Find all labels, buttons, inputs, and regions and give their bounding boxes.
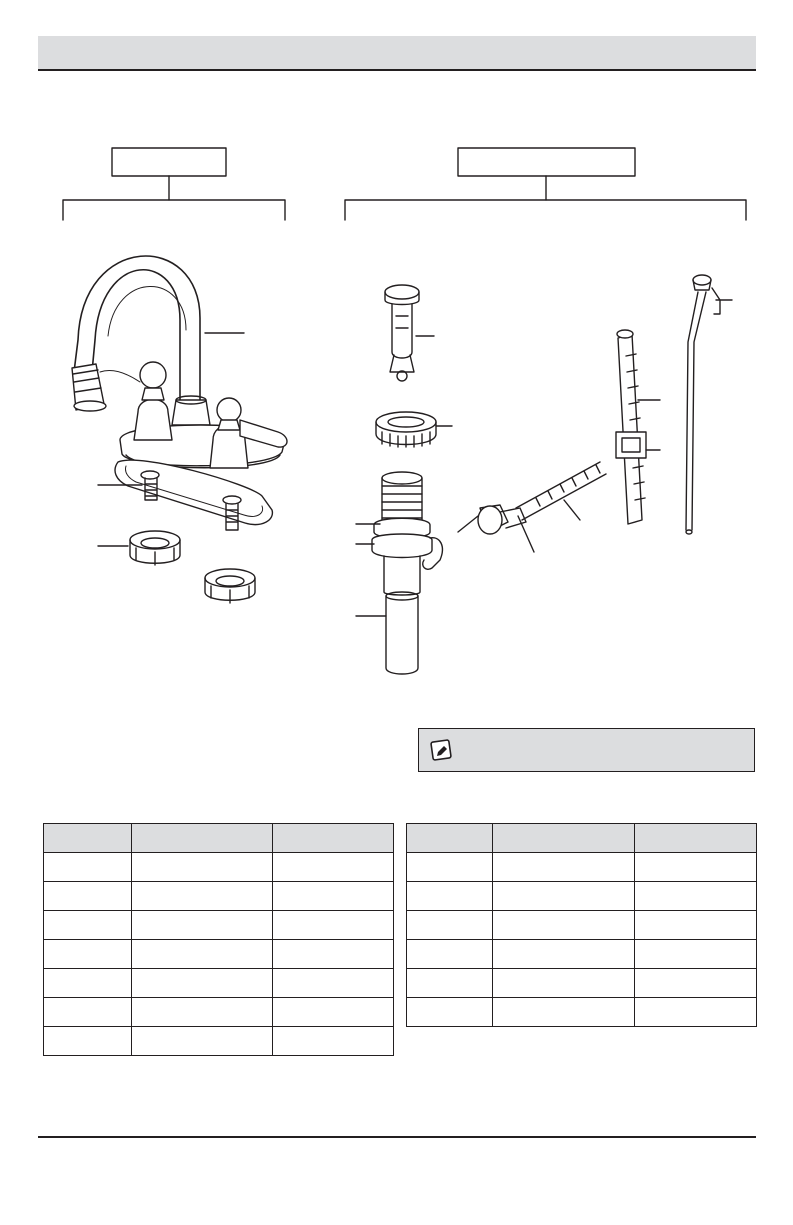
table-cell	[132, 882, 273, 911]
table-cell	[273, 853, 394, 882]
table-row	[44, 882, 394, 911]
table-header-row	[44, 824, 394, 853]
table-cell	[132, 998, 273, 1027]
table-cell	[44, 940, 132, 969]
table-row	[407, 853, 757, 882]
table-cell	[407, 998, 493, 1027]
table-row	[407, 940, 757, 969]
table-cell	[132, 940, 273, 969]
table-cell	[493, 969, 635, 998]
table-cell	[635, 911, 757, 940]
table-cell	[635, 853, 757, 882]
table-cell	[407, 882, 493, 911]
table-row	[44, 853, 394, 882]
table-cell	[407, 853, 493, 882]
table-cell	[44, 853, 132, 882]
mounting-nut-right	[205, 569, 255, 603]
drain-flange	[376, 412, 452, 447]
table-row	[44, 1027, 394, 1056]
table-row	[407, 998, 757, 1027]
table-cell	[44, 969, 132, 998]
clevis-strap	[616, 330, 660, 524]
table-cell	[44, 911, 132, 940]
table-cell	[44, 882, 132, 911]
table-cell	[493, 998, 635, 1027]
table-cell	[132, 1027, 273, 1056]
parts-table-left	[43, 823, 394, 1056]
deck-plate-gasket	[98, 460, 272, 530]
table-row	[407, 882, 757, 911]
lift-rod	[686, 275, 732, 534]
table-row	[44, 969, 394, 998]
table-cell	[273, 969, 394, 998]
table-row	[407, 911, 757, 940]
footer-rule	[38, 1136, 756, 1138]
mounting-nut-left	[98, 531, 180, 565]
table-row	[407, 969, 757, 998]
table-cell	[44, 1027, 132, 1056]
table-cell	[407, 969, 493, 998]
table-cell	[273, 911, 394, 940]
faucet-group-label-box	[112, 148, 226, 176]
column-header-quantity	[635, 824, 757, 853]
drain-group-bracket	[345, 148, 746, 220]
drain-group-label-box	[458, 148, 635, 176]
table-cell	[635, 998, 757, 1027]
table-cell	[493, 940, 635, 969]
table-cell	[273, 1027, 394, 1056]
parts-table-right	[406, 823, 757, 1027]
table-cell	[493, 882, 635, 911]
column-header-quantity	[273, 824, 394, 853]
table-cell	[493, 853, 635, 882]
note-callout	[418, 728, 755, 772]
drain-body-assembly	[356, 472, 442, 674]
faucet-body	[72, 256, 287, 468]
faucet-group-bracket	[63, 148, 285, 220]
column-header-part	[44, 824, 132, 853]
table-row	[44, 998, 394, 1027]
table-cell	[635, 882, 757, 911]
table-cell	[44, 998, 132, 1027]
table-cell	[132, 911, 273, 940]
table-header-row	[407, 824, 757, 853]
table-cell	[132, 853, 273, 882]
table-cell	[273, 940, 394, 969]
table-cell	[273, 998, 394, 1027]
pop-up-stopper	[385, 285, 434, 381]
table-cell	[493, 911, 635, 940]
table-row	[44, 940, 394, 969]
table-row	[44, 911, 394, 940]
table-cell	[273, 882, 394, 911]
pivot-rod-and-nut	[458, 462, 606, 552]
table-cell	[407, 940, 493, 969]
column-header-description	[493, 824, 635, 853]
note-icon	[430, 738, 454, 762]
table-cell	[635, 940, 757, 969]
column-header-part	[407, 824, 493, 853]
column-header-description	[132, 824, 273, 853]
table-cell	[635, 969, 757, 998]
table-cell	[132, 969, 273, 998]
table-cell	[407, 911, 493, 940]
